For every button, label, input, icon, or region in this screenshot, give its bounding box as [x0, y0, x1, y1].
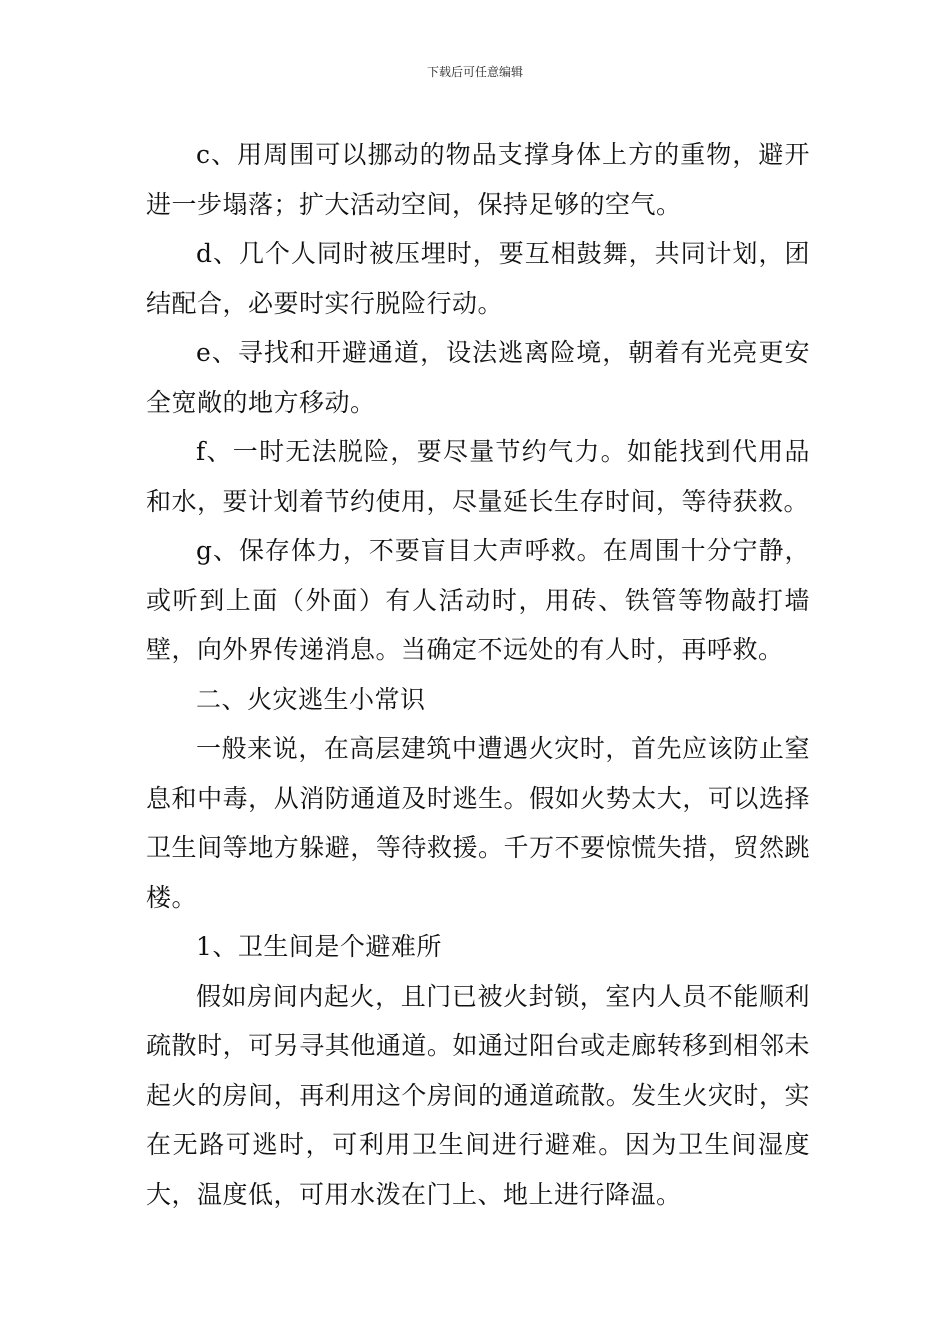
paragraph-fire-intro: 一般来说，在高层建筑中遭遇火灾时，首先应该防止窒息和中毒，从消防通道及时逃生。假如火势太大，可以选择卫生间等地方躲避，等待救援。千万不要惊慌失措，贸然跳楼。	[146, 734, 810, 912]
subheading-bathroom: 1、卫生间是个避难所	[196, 932, 442, 961]
paragraph-e: e、寻找和开避通道，设法逃离险境，朝着有光亮更安全宽敞的地方移动。	[146, 338, 810, 417]
paragraph-f: f、一时无法脱险，要尽量节约气力。如能找到代用品和水，要计划着节约使用，尽量延长生存时间，等待获救。	[146, 437, 810, 516]
page-header: 下载后可任意编辑	[426, 65, 523, 79]
document-body	[146, 130, 810, 1219]
section-heading-fire: 二、火灾逃生小常识	[196, 684, 426, 714]
paragraph-c: c、用周围可以挪动的物品支撑身体上方的重物，避开进一步塌落；扩大活动空间，保持足够的空气。	[146, 140, 810, 219]
paragraph-d: d、几个人同时被压埋时，要互相鼓舞，共同计划，团结配合，必要时实行脱险行动。	[146, 239, 810, 318]
paragraph-bathroom: 假如房间内起火，且门已被火封锁，室内人员不能顺利疏散时，可另寻其他通道。如通过阳台或走廊转移到相邻未起火的房间，再利用这个房间的通道疏散。发生火灾时，实在无路可逃时，可利用卫生间进行避难。因为卫生间湿度大，温度低，可用水泼在门上、地上进行降温。	[146, 981, 810, 1209]
paragraph-g: g、保存体力，不要盲目大声呼救。在周围十分宁静，或听到上面（外面）有人活动时，用砖、铁管等物敲打墙壁，向外界传递消息。当确定不远处的有人时，再呼救。	[146, 536, 810, 664]
